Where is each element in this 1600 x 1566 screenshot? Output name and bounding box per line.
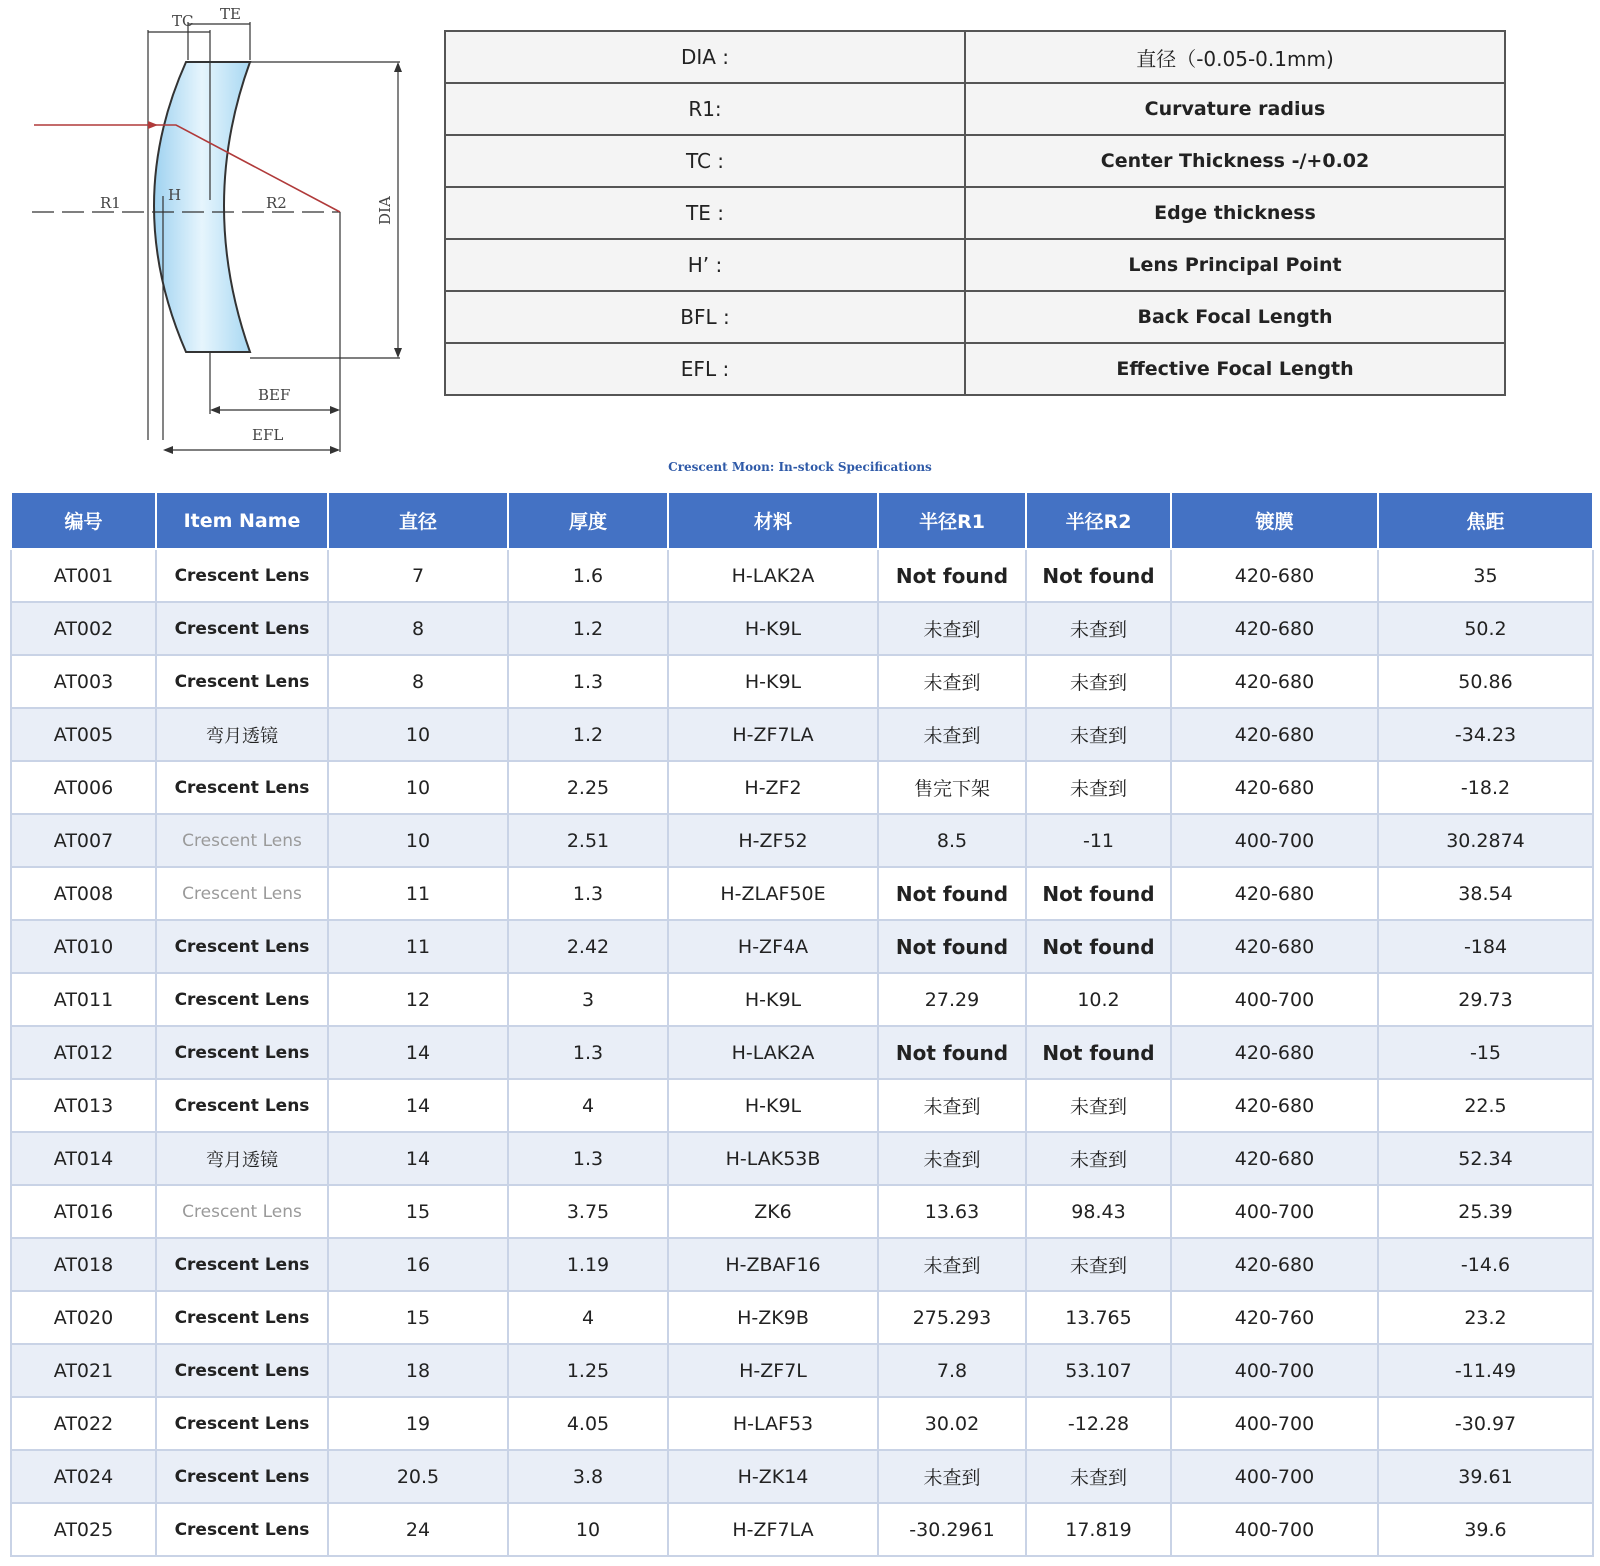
table-cell: 275.293	[878, 1291, 1026, 1344]
table-cell: H-ZF7L	[668, 1344, 878, 1397]
table-cell: AT008	[11, 867, 156, 920]
table-cell: 未查到	[878, 1079, 1026, 1132]
table-cell: 11	[328, 867, 508, 920]
table-cell: Crescent Lens	[156, 814, 328, 867]
label-r1: R1	[100, 194, 121, 212]
definition-key: EFL :	[445, 343, 965, 395]
table-cell: 未查到	[878, 708, 1026, 761]
table-cell: Not found	[878, 1026, 1026, 1079]
table-cell: 1.3	[508, 655, 668, 708]
table-caption: Crescent Moon: In-stock Specifications	[668, 460, 932, 474]
table-cell: 400-700	[1171, 1185, 1378, 1238]
table-cell: -15	[1378, 1026, 1593, 1079]
table-cell: AT020	[11, 1291, 156, 1344]
table-cell: H-ZF7LA	[668, 1503, 878, 1556]
table-cell: 400-700	[1171, 1450, 1378, 1503]
table-row	[11, 1450, 1593, 1503]
table-cell: 30.02	[878, 1397, 1026, 1450]
table-cell: 弯月透镜	[156, 708, 328, 761]
table-cell: 1.3	[508, 867, 668, 920]
table-cell: 10	[508, 1503, 668, 1556]
table-row	[11, 761, 1593, 814]
table-cell: AT021	[11, 1344, 156, 1397]
definition-value: Lens Principal Point	[965, 239, 1505, 291]
table-cell: 420-680	[1171, 708, 1378, 761]
table-cell: 10	[328, 708, 508, 761]
table-cell: 未查到	[878, 655, 1026, 708]
table-cell: 12	[328, 973, 508, 1026]
definition-row	[445, 135, 1505, 187]
table-cell: 1.3	[508, 1026, 668, 1079]
table-cell: 3.75	[508, 1185, 668, 1238]
table-cell: 24	[328, 1503, 508, 1556]
table-cell: 10	[328, 814, 508, 867]
table-cell: Crescent Lens	[156, 973, 328, 1026]
table-cell: H-ZK14	[668, 1450, 878, 1503]
table-cell: AT025	[11, 1503, 156, 1556]
table-cell: H-K9L	[668, 655, 878, 708]
table-cell: 13.765	[1026, 1291, 1171, 1344]
definition-key: BFL :	[445, 291, 965, 343]
table-cell: 52.34	[1378, 1132, 1593, 1185]
definition-key: TE :	[445, 187, 965, 239]
definition-value: Edge thickness	[965, 187, 1505, 239]
table-cell: AT014	[11, 1132, 156, 1185]
table-cell: 14	[328, 1026, 508, 1079]
table-cell: 1.2	[508, 708, 668, 761]
table-cell: 420-680	[1171, 1079, 1378, 1132]
table-cell: Crescent Lens	[156, 655, 328, 708]
label-dia: DIA	[376, 196, 394, 225]
table-cell: 16	[328, 1238, 508, 1291]
table-cell: 1.2	[508, 602, 668, 655]
table-cell: 15	[328, 1291, 508, 1344]
definition-row	[445, 239, 1505, 291]
table-cell: AT003	[11, 655, 156, 708]
table-cell: 22.5	[1378, 1079, 1593, 1132]
label-tc: TC	[172, 12, 194, 30]
table-cell: 未查到	[878, 1238, 1026, 1291]
label-r2: R2	[266, 194, 287, 212]
table-cell: 420-680	[1171, 867, 1378, 920]
table-cell: Crescent Lens	[156, 549, 328, 602]
table-cell: 400-700	[1171, 973, 1378, 1026]
table-cell: 3	[508, 973, 668, 1026]
table-cell: 400-700	[1171, 1503, 1378, 1556]
table-cell: 420-680	[1171, 655, 1378, 708]
table-cell: 10	[328, 761, 508, 814]
table-cell: 27.29	[878, 973, 1026, 1026]
table-cell: 14	[328, 1132, 508, 1185]
table-row	[11, 1503, 1593, 1556]
table-cell: 1.25	[508, 1344, 668, 1397]
table-cell: Crescent Lens	[156, 1026, 328, 1079]
table-cell: 7	[328, 549, 508, 602]
table-cell: 39.61	[1378, 1450, 1593, 1503]
table-cell: Not found	[1026, 1026, 1171, 1079]
column-header: 焦距	[1378, 493, 1593, 549]
table-cell: 23.2	[1378, 1291, 1593, 1344]
column-header: 半径R2	[1026, 493, 1171, 549]
table-cell: Not found	[878, 867, 1026, 920]
table-cell: H-LAK53B	[668, 1132, 878, 1185]
table-row	[11, 1185, 1593, 1238]
table-row	[11, 708, 1593, 761]
table-cell: -184	[1378, 920, 1593, 973]
table-cell: 4	[508, 1079, 668, 1132]
table-cell: 420-680	[1171, 920, 1378, 973]
table-cell: AT007	[11, 814, 156, 867]
table-header-row	[11, 493, 1593, 549]
table-cell: Not found	[1026, 920, 1171, 973]
table-cell: 18	[328, 1344, 508, 1397]
table-cell: -12.28	[1026, 1397, 1171, 1450]
column-header: 编号	[11, 493, 156, 549]
table-row	[11, 814, 1593, 867]
table-cell: H-K9L	[668, 973, 878, 1026]
table-cell: 20.5	[328, 1450, 508, 1503]
table-row	[11, 973, 1593, 1026]
table-cell: H-ZF2	[668, 761, 878, 814]
definition-key: DIA :	[445, 31, 965, 83]
definition-key: TC :	[445, 135, 965, 187]
table-row	[11, 1397, 1593, 1450]
table-cell: 未查到	[1026, 708, 1171, 761]
table-cell: Crescent Lens	[156, 1450, 328, 1503]
definition-value: Curvature radius	[965, 83, 1505, 135]
table-cell: AT001	[11, 549, 156, 602]
table-cell: 420-680	[1171, 1026, 1378, 1079]
table-cell: 50.2	[1378, 602, 1593, 655]
table-cell: 1.19	[508, 1238, 668, 1291]
label-h: H	[168, 186, 182, 204]
definition-value: Center Thickness -/+0.02	[965, 135, 1505, 187]
table-cell: 未查到	[1026, 1079, 1171, 1132]
table-row	[11, 920, 1593, 973]
table-cell: 400-700	[1171, 814, 1378, 867]
table-cell: 39.6	[1378, 1503, 1593, 1556]
table-cell: -34.23	[1378, 708, 1593, 761]
table-row	[11, 655, 1593, 708]
table-cell: Not found	[1026, 549, 1171, 602]
table-cell: 35	[1378, 549, 1593, 602]
table-cell: 400-700	[1171, 1397, 1378, 1450]
table-cell: AT013	[11, 1079, 156, 1132]
table-cell: Crescent Lens	[156, 1238, 328, 1291]
table-cell: 98.43	[1026, 1185, 1171, 1238]
table-cell: Crescent Lens	[156, 602, 328, 655]
table-cell: 420-760	[1171, 1291, 1378, 1344]
table-cell: 420-680	[1171, 549, 1378, 602]
label-bef: BEF	[258, 386, 291, 404]
table-row	[11, 602, 1593, 655]
column-header: 镀膜	[1171, 493, 1378, 549]
table-cell: 4.05	[508, 1397, 668, 1450]
column-header: 直径	[328, 493, 508, 549]
table-row	[11, 1132, 1593, 1185]
table-cell: 38.54	[1378, 867, 1593, 920]
table-cell: Crescent Lens	[156, 1397, 328, 1450]
table-cell: -18.2	[1378, 761, 1593, 814]
table-cell: Crescent Lens	[156, 1079, 328, 1132]
table-row	[11, 1026, 1593, 1079]
table-cell: H-ZF52	[668, 814, 878, 867]
table-cell: -11.49	[1378, 1344, 1593, 1397]
table-cell: AT005	[11, 708, 156, 761]
table-cell: H-ZF4A	[668, 920, 878, 973]
table-cell: 未查到	[1026, 655, 1171, 708]
table-cell: 1.3	[508, 1132, 668, 1185]
definition-value: 直径（-0.05-0.1mm)	[965, 31, 1505, 83]
table-cell: Not found	[878, 549, 1026, 602]
table-row	[11, 1079, 1593, 1132]
table-cell: Crescent Lens	[156, 1344, 328, 1397]
table-cell: Crescent Lens	[156, 867, 328, 920]
table-row	[11, 1344, 1593, 1397]
table-cell: 30.2874	[1378, 814, 1593, 867]
table-cell: 10.2	[1026, 973, 1171, 1026]
table-cell: 2.42	[508, 920, 668, 973]
table-cell: H-ZLAF50E	[668, 867, 878, 920]
table-cell: 未查到	[878, 602, 1026, 655]
definitions-table	[444, 30, 1506, 396]
table-cell: 420-680	[1171, 761, 1378, 814]
table-cell: 420-680	[1171, 1238, 1378, 1291]
table-row	[11, 549, 1593, 602]
column-header: 材料	[668, 493, 878, 549]
table-cell: 3.8	[508, 1450, 668, 1503]
table-cell: Crescent Lens	[156, 1185, 328, 1238]
table-cell: AT010	[11, 920, 156, 973]
table-cell: Crescent Lens	[156, 1503, 328, 1556]
table-cell: 8	[328, 602, 508, 655]
label-efl: EFL	[252, 426, 284, 444]
definition-row	[445, 83, 1505, 135]
table-cell: 15	[328, 1185, 508, 1238]
table-cell: 50.86	[1378, 655, 1593, 708]
table-cell: -30.97	[1378, 1397, 1593, 1450]
table-cell: 8	[328, 655, 508, 708]
table-cell: -14.6	[1378, 1238, 1593, 1291]
table-cell: H-K9L	[668, 602, 878, 655]
table-cell: 8.5	[878, 814, 1026, 867]
table-row	[11, 1238, 1593, 1291]
table-cell: AT002	[11, 602, 156, 655]
table-cell: 400-700	[1171, 1344, 1378, 1397]
table-cell: 17.819	[1026, 1503, 1171, 1556]
table-cell: 2.25	[508, 761, 668, 814]
table-cell: H-LAK2A	[668, 549, 878, 602]
table-cell: 420-680	[1171, 1132, 1378, 1185]
table-cell: 未查到	[1026, 761, 1171, 814]
lens-shape	[154, 62, 250, 352]
table-cell: AT016	[11, 1185, 156, 1238]
table-cell: 未查到	[1026, 1132, 1171, 1185]
table-cell: -30.2961	[878, 1503, 1026, 1556]
definition-key: H’ :	[445, 239, 965, 291]
table-cell: 19	[328, 1397, 508, 1450]
table-cell: AT024	[11, 1450, 156, 1503]
table-cell: 未查到	[1026, 1450, 1171, 1503]
table-cell: ZK6	[668, 1185, 878, 1238]
table-cell: Crescent Lens	[156, 761, 328, 814]
specifications-table	[10, 493, 1594, 1557]
table-cell: H-LAF53	[668, 1397, 878, 1450]
table-cell: AT022	[11, 1397, 156, 1450]
table-cell: 弯月透镜	[156, 1132, 328, 1185]
column-header: 厚度	[508, 493, 668, 549]
table-cell: 未查到	[1026, 1238, 1171, 1291]
table-cell: H-ZBAF16	[668, 1238, 878, 1291]
definition-row	[445, 291, 1505, 343]
table-cell: H-ZF7LA	[668, 708, 878, 761]
table-cell: 未查到	[878, 1450, 1026, 1503]
definition-value: Effective Focal Length	[965, 343, 1505, 395]
table-cell: 29.73	[1378, 973, 1593, 1026]
table-cell: 13.63	[878, 1185, 1026, 1238]
table-cell: H-K9L	[668, 1079, 878, 1132]
label-te: TE	[220, 5, 241, 23]
lens-diagram	[0, 0, 420, 470]
table-cell: Not found	[878, 920, 1026, 973]
definition-row	[445, 343, 1505, 395]
table-cell: 11	[328, 920, 508, 973]
definition-value: Back Focal Length	[965, 291, 1505, 343]
table-cell: 未查到	[1026, 602, 1171, 655]
column-header: 半径R1	[878, 493, 1026, 549]
table-cell: H-ZK9B	[668, 1291, 878, 1344]
table-cell: 1.6	[508, 549, 668, 602]
table-cell: 4	[508, 1291, 668, 1344]
table-cell: 7.8	[878, 1344, 1026, 1397]
table-cell: AT018	[11, 1238, 156, 1291]
table-cell: 14	[328, 1079, 508, 1132]
table-row	[11, 867, 1593, 920]
table-cell: AT012	[11, 1026, 156, 1079]
table-row	[11, 1291, 1593, 1344]
table-cell: 售完下架	[878, 761, 1026, 814]
table-cell: Not found	[1026, 867, 1171, 920]
table-cell: 420-680	[1171, 602, 1378, 655]
table-cell: Crescent Lens	[156, 920, 328, 973]
definition-row	[445, 31, 1505, 83]
definition-key: R1:	[445, 83, 965, 135]
definition-row	[445, 187, 1505, 239]
table-cell: AT011	[11, 973, 156, 1026]
table-cell: 53.107	[1026, 1344, 1171, 1397]
table-cell: Crescent Lens	[156, 1291, 328, 1344]
table-cell: 2.51	[508, 814, 668, 867]
table-cell: AT006	[11, 761, 156, 814]
table-cell: H-LAK2A	[668, 1026, 878, 1079]
column-header: Item Name	[156, 493, 328, 549]
table-cell: -11	[1026, 814, 1171, 867]
table-cell: 25.39	[1378, 1185, 1593, 1238]
table-cell: 未查到	[878, 1132, 1026, 1185]
